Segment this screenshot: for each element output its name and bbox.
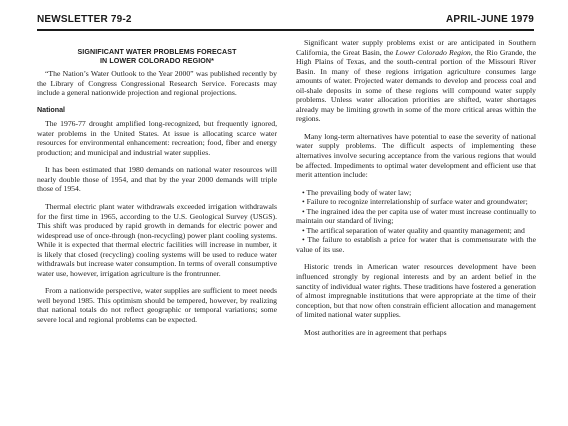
body-paragraph [296,38,536,124]
bullet-item: • The failure to establish a price for water that is commensurate with the value of its use. [296,235,536,254]
newsletter-issue: NEWSLETTER 79-2 [37,14,132,25]
header-rule [37,29,534,31]
article-title-line-2: IN LOWER COLORADO REGION* [99,57,215,65]
masthead [37,14,534,28]
bullet-item: • The artifical separation of water quality and quantity management; and [302,225,525,235]
body-paragraph: The 1976-77 drought amplified long-recognized, but frequently ignored, water problems in the United States. At issue is allocating scarce water resources for environmental enhancement: recreation; food, fiber and energy production; and municipal and industrial water supplies. [37,119,277,157]
issue-date: APRIL-JUNE 1979 [445,14,534,25]
body-paragraph: Many long-term alternatives have potential to ease the severity of national water supply problems. The difficult aspects of implementing these alternatives involve securing acceptance from the various regions that would be affected. Impediments to optimal water development and efficient use that merit attention include: [296,131,536,180]
bullet-item: • Failure to recognize interrelationship of surface water and groundwater; [302,197,528,207]
article-title-line-1: SIGNIFICANT WATER PROBLEMS FORECAST [77,48,237,56]
bullet-item: • The ingrained idea the per capita use of water must increase continually to maintain our standard of living; [296,206,536,226]
body-paragraph: Historic trends in American water resources development have been influenced strongly by regional interests and by an ardent belief in the sanctity of individual water rights. These traditions have fostered a generation of almost impregnable institutions that were appropriate at the time of their conception, but that now often constrain efficient allocation and management of limited national water supplies. [296,262,536,320]
body-paragraph: Thermal electric plant water withdrawals exceeded irrigation withdrawals for the first time in 1965, according to the U.S. Geological Survey (USGS). This shift was produced by rapid growth in demands for electric power and widespread use of once-through (non-recycling) power plant cooling systems. While it is expected that thermal electric facilities will increase in number, it is likely that closed (recycling) cooling systems will be used to reduce water withdrawals but increase water consumption. In terms of overall consumptive water use, however, irrigation agriculture is the frontrunner. [37,202,277,278]
body-paragraph-cut-off: Most authorities are in agreement that perhaps [304,327,447,337]
intro-paragraph: “The Nation’s Water Outlook to the Year 2000” was published recently by the Library of Congress Congressional Research Service. Forecasts may include a general nationwide projection and regional projections. [37,69,277,98]
bullet-item: • The prevailing body of water law; [302,187,412,197]
left-column [37,38,277,426]
article-title [37,48,277,66]
body-paragraph: From a nationwide perspective, water supplies are sufficient to meet needs well beyond 1985. This optimism should be tempered, however, by realizing that national totals do not reflect geographic or temporal variations; some severe local and regional problems can be expected. [37,286,277,325]
emphasized-region-name: Lower Colorado Region [395,47,471,57]
body-paragraph: It has been estimated that 1980 demands on national water resources will nearly double those of 1954, and that by the year 2000 demands will triple those of 1954. [37,165,277,194]
paragraph-text: , the Rio Grande, the High Plains of Texas, and the south-central portion of the Missouri River Basin. In many of these regions irrigation agriculture consumes large amounts of water. Projected water demands to develop and process coal and oil-shale deposits in some of these regions will compound water supply problems. Unless water allocation priorities are shifted, water shortages already may be limiting growth in some of the more critical areas within the regions. [296,47,536,124]
right-column [296,38,536,426]
paragraph-text: Significant water supply problems exist or are anticipated in Southern California, the Great Basin, the [296,38,536,57]
section-heading: National [37,105,65,114]
